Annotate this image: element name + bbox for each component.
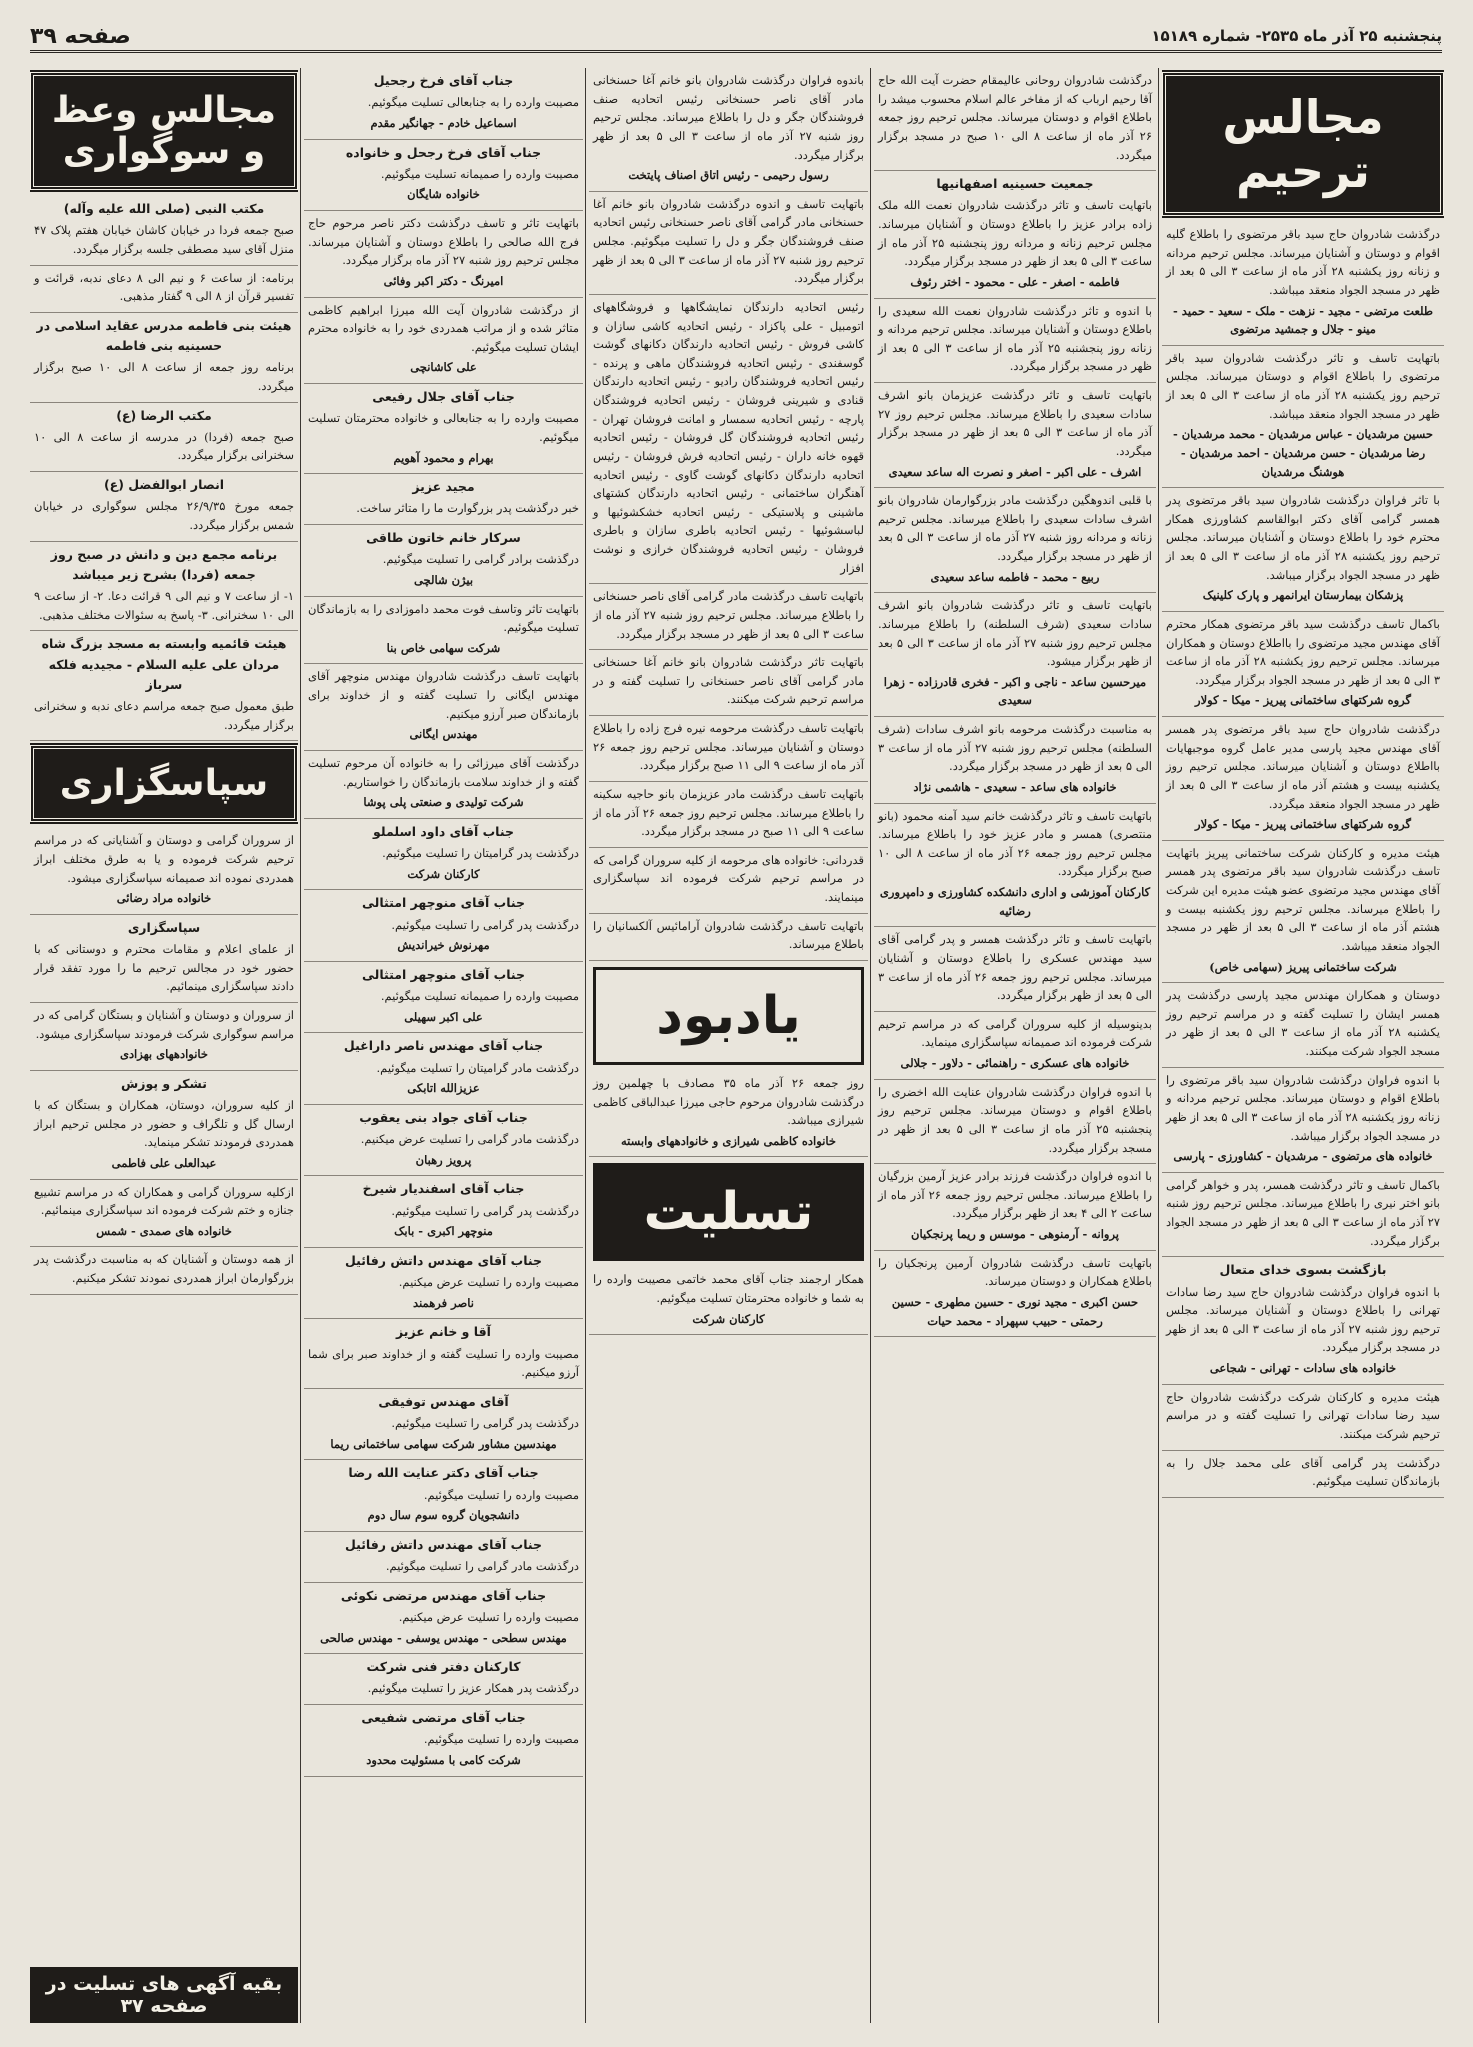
notice-title: هیئت قائمیه وابسته به مسجد بزرگ شاه مردان علی علیه السلام - مجیدیه فلکه سرباز <box>41 636 287 692</box>
column-memorials <box>1162 68 1444 2023</box>
notice-body: باتهایت تاسف درگذشت مرحومه نیره فرج زاده را باطلاع دوستان و آشنایان میرساند. مجلس ترحیم روز جمعه ۲۶ آذر ماه از ساعت ۹ الی ۱۱ صبح برگزار میگردد. <box>593 721 864 773</box>
column-rule <box>300 68 301 2023</box>
notice <box>874 171 1156 298</box>
notice-body: روز جمعه ۲۶ آذر ماه ۳۵ مصادف با چهلمین روز درگذشت شادروان مرحوم حاجی میرزا عبدالباقی کاظمی شیرازی میباشد. <box>593 1075 864 1128</box>
notice <box>874 1080 1156 1165</box>
notice-signature: ربیع - محمد - فاطمه ساعد سعیدی <box>930 569 1100 584</box>
notice-signature: اشرف - علی اکبر - اصغر و نصرت اله ساعد سعیدی <box>888 464 1142 479</box>
notice-body: باندوه فراوان درگذشت شادروان بانو خانم آغا حسنخانی مادر آقای ناصر حسنخانی رئیس اتحادیه صنف فروشندگان جگر و دل را باطلاع میرساند. مجلس ترحیم روز شنبه ۲۷ آذر ماه از ساعت ۳ الی ۵ بعد از ظهر برگزار میگردد. <box>593 73 864 162</box>
column-notices-2 <box>874 68 1156 2023</box>
notice-body: باتهایت تاسف و تاثر درگذشت شادروان نعمت الله ملک زاده برادر عزیز را باطلاع دوستان و آشنایان میرساند. مجلس ترحیم زنانه و مردانه روز پنجشنبه ۲۵ آذر ماه از ساعت ۳ الی ۵ بعد از ظهر در مسجد برگزار میگردد. <box>878 198 1153 269</box>
notice-body: درگذشت پدر گرامی را تسلیت میگوئیم. <box>391 1416 579 1430</box>
notice <box>304 1583 583 1655</box>
notice-body: درگذشت مادر گرامی را تسلیت میگوئیم. <box>385 1559 579 1573</box>
notice-title: مجید عزیز <box>412 479 475 495</box>
notice-title: کارکنان دفتر فنی شرکت <box>366 1659 521 1675</box>
notice-body: مصیبت وارده را تسلیت گفته و از خداوند صبر برای شما آرزو میکنیم. <box>308 1346 579 1380</box>
notice <box>1162 1257 1444 1384</box>
notice <box>304 1654 583 1705</box>
notice-signature: مهندس ایگانی <box>409 727 478 742</box>
notice-body: با اندوه و تاثر درگذشت شادروان نعمت الله سعیدی را باطلاع دوستان و آشنایان میرساند. مجلس ترحیم مردانه و زنانه روز پنجشنبه ۲۵ آذر ماه از ساعت ۳ الی ۵ بعد از ظهر در مسجد برگزار میگردد. <box>878 303 1152 374</box>
notice <box>304 1033 583 1105</box>
notice-title: جمعیت حسینیه اصفهانیها <box>936 176 1094 192</box>
notice <box>304 1705 583 1777</box>
notice-signature: فاطمه - اصغر - علی - محمود - اختر رئوف <box>910 274 1120 289</box>
notice-body: از سروران و دوستان و آشنایان و بستگان گرامی که در مراسم سوگواری شرکت فرمودند سپاسگزاری میشود. <box>34 1007 294 1041</box>
notice <box>874 1251 1156 1338</box>
notice <box>1162 346 1444 488</box>
notice-body: ازکلیه سروران گرامی و همکاران که در مراسم تشییع جنازه و ختم شرکت فرموده اند سپاسگزاری مینمائیم. <box>34 1184 294 1218</box>
column-condolences <box>304 68 583 2023</box>
notice-signature: شرکت کامی با مسئولیت محدود <box>366 1752 521 1767</box>
notice-body: درگذشت مادر گرامیتان را تسلیت میگوئیم. <box>376 1060 579 1075</box>
notice-body: درگذشت پدر گرامی آقای علی محمد جلال را به بازماندگان تسلیت میگوئیم. <box>1166 1455 1440 1489</box>
notice-body: باتهایت تاثر و تاسف درگذشت دکتر ناصر مرحوم حاج فرج الله صالحی را باطلاع دوستان و آشنایان میرساند. مجلس ترحیم روز شنبه ۲۷ آذر ماه برگزار میگردد. <box>308 216 579 268</box>
notice-body: دوستان و همکاران مهندس مجید پارسی درگذشت پدر همسر ایشان را تسلیت گفته و در مراسم ترحیم روز یکشنبه ۲۸ آذر ماه از ساعت ۳ الی ۵ بعد از ظهر در مسجد الجواد شرکت میکنند. <box>1166 988 1440 1058</box>
notice <box>30 472 298 542</box>
notice <box>874 804 1156 928</box>
notice-body: باتهایت تاثر وتاسف فوت محمد داموزادی را به بازماندگان تسلیت میگوئیم. <box>307 601 579 635</box>
notice <box>304 384 583 474</box>
notice-body: درگذشت پدر همکار عزیز را تسلیت میگوئیم. <box>367 1681 579 1696</box>
notice-body: باتهایت تاسف درگذشت شادروان آرمین پرنجکیان را باطلاع همکاران و دوستان میرساند. <box>878 1255 1152 1289</box>
notice-body: از کلیه سروران، دوستان، همکاران و بستگان که با ارسال گل و تلگراف و حضور در مجلس ترحیم ابراز همدردی فرمودند تشکر مینماید. <box>34 1098 294 1150</box>
notice <box>874 488 1156 593</box>
notice-title: جناب آقای فرخ رجحیل <box>373 73 514 88</box>
notice <box>1162 1385 1444 1451</box>
notice-title: جناب آقای جواد بنی یعقوب <box>359 1109 528 1125</box>
notice <box>874 299 1156 384</box>
notice-body: باکمال تاسف و تاثر درگذشت همسر، پدر و خواهر گرامی بانو اختر نیری را باطلاع میرساند. مجلس ترحیم روز شنبه ۲۷ آذر ماه از ساعت ۳ الی ۵ بعد از ظهر در مسجد الجواد برگزار میگردد. <box>1166 1177 1440 1248</box>
notice-signature: اسماعیل خادم - جهانگیر مقدم <box>370 115 517 130</box>
notice-body: باتهایت تاسف و تاثر درگذشت همسر و پدر گرامی آقای سید مهندس عسکری را باطلاع دوستان و آشنایان میرساند. مجلس ترحیم روز جمعه ۲۶ آذر ماه از ساعت ۳ الی ۵ بعد از ظهر برگزار میگردد. <box>878 932 1152 1003</box>
notice-title: برنامه مجمع دین و دانش در صبح روز جمعه (فردا) بشرح زیر میباشد <box>50 546 278 582</box>
notice-body: درگذشت پدر گرامی را تسلیت میگوئیم. <box>391 1203 579 1218</box>
notice-body: باتهایت تاثر درگذشت شادروان بانو خانم آغا حسنخانی مادر گرامی آقای ناصر حسنخانی را تسلیت گفته و در مراسم ترحیم شرکت میکنند. <box>593 655 864 707</box>
notice <box>304 819 583 891</box>
notice-body: درگذشت شادروان روحانی عالیمقام حضرت آیت الله حاج آقا رحیم ارباب که از مفاخر عالم اسلام محسوب میشد را باطلاع اقوام و دوستان میرساند. مجلس ترحیم روز جمعه ۲۶ آذر ماه از ساعت ۸ الی ۱۰ صبح در مسجد برگزار میگردد. <box>878 73 1152 162</box>
section-banner-thanks: سپاسگزاری <box>30 745 298 822</box>
notice-title: جناب آقای مهندس ناصر داراغیل <box>343 1038 544 1054</box>
notice-signature: رسول رحیمی - رئیس اتاق اصناف پایتخت <box>628 168 829 183</box>
notice <box>1162 1451 1444 1498</box>
notice <box>304 1460 583 1532</box>
notice-body: هیئت مدیره و کارکنان شرکت درگذشت شادروان حاج سید رضا سادات تهرانی را تسلیت گفته و در مراسم ترحیم شرکت میکنند. <box>1166 1389 1440 1441</box>
taslit-box: تسلیت <box>593 1163 864 1261</box>
column-notices-3 <box>589 68 868 2023</box>
notice-body: صبح جمعه فردا در خیابان کاشان خیابان هفتم پلاک ۴۷ منزل آقای سید مصطفی جلسه برگزار میگردد. <box>34 223 294 256</box>
notice <box>874 927 1156 1012</box>
notice <box>589 192 868 295</box>
notice-body: مصیبت وارده را تسلیت عرض میکنیم. <box>398 1275 579 1289</box>
notice-body: باتهایت تاسف و تاثر درگذشت شادروان سید باقر مرتضوی را باطلاع اقوام و دوستان میرساند. مجلس ترحیم روز یکشنبه ۲۸ آذر ماه از ساعت ۳ الی ۵ بعد از ظهر در مسجد الجواد منعقد میباشد. <box>1166 350 1440 421</box>
notice <box>30 1247 298 1294</box>
column-rule <box>870 68 871 2023</box>
notice-body: مصیبت وارده را تسلیت عرض میکنیم. <box>398 1609 579 1624</box>
notice-body: از درگذشت شادروان آیت الله میرزا ابراهیم کاظمی متاثر شده و از مراتب همدردی خود را به خانواده محترم ایشان تسلیت میگوئیم. <box>308 302 579 354</box>
notice-body: باتهایت تاسف درگذشت مادر گرامی آقای ناصر حسنخانی را باطلاع میرساند. مجلس ترحیم روز شنبه ۲۷ آذر ماه از ساعت ۳ الی ۵ بعد از ظهر در مسجد برگزار میگردد. <box>593 589 864 641</box>
notice <box>589 782 868 848</box>
notice <box>30 313 298 403</box>
notice <box>1162 488 1444 612</box>
yadbood-notice <box>589 1071 868 1158</box>
notice-signature: گروه شرکتهای ساختمانی پیریز - میکا - کولار <box>1195 693 1411 708</box>
notice-signature: شرکت ساختمانی پیریز (سهامی خاص) <box>1209 959 1397 974</box>
continued-footer: بقیه آگهی های تسلیت در صفحه ۳۷ <box>30 1967 298 2023</box>
notice-signature: عزیزالله اتابکی <box>407 1081 480 1096</box>
notice <box>589 848 868 914</box>
notice-title: هیئت بنی فاطمه مدرس عقاید اسلامی در حسینیه بنی فاطمه <box>36 317 292 353</box>
notice-signature: خانواده های ساعد - سعیدی - هاشمی نژاد <box>913 779 1117 794</box>
notice-body: باتهایت تاسف و تاثر درگذشت شادروان بانو اشرف سادات سعیدی (شرف السلطنه) را باطلاع میرساند. مجلس ترحیم روز شنبه ۲۷ آذر ماه از ساعت ۳ الی ۵ بعد از ظهر برگزار میشود. <box>878 598 1152 669</box>
notice-signature: طلعت مرتضی - مجید - نزهت - ملک - سعید - حمید - مینو - جلال و جمشید مرتضوی <box>1173 303 1433 337</box>
notice-list <box>589 68 868 961</box>
notice-body: قدردانی: خانواده های مرحومه از کلیه سروران گرامی که در مراسم ترحیم شرکت فرموده اند سپاسگزاری مینمایند. <box>593 852 864 904</box>
notice-title: تشکر و پوزش <box>121 1075 207 1091</box>
notice <box>304 474 583 525</box>
notice-body: ۱- از ساعت ۷ و نیم الی ۹ قرائت دعا. ۲- از ساعت ۹ الی ۱۰ سخنرانی. ۳- پاسخ به سئوالات مختلف مذهبی. <box>34 589 294 622</box>
notice-signature: عبدالعلی علی فاطمی <box>111 1155 217 1170</box>
notice-signature: علی کاشانچی <box>410 360 477 375</box>
notice-body: با اندوه فراوان درگذشت فرزند برادر عزیز آرمین بزرگیان را باطلاع میرساند. مجلس ترحیم روز جمعه ۲۶ آذر ماه از ساعت ۲ الی ۴ بعد از ظهر برگزار میگردد. <box>878 1169 1152 1221</box>
notice <box>304 211 583 298</box>
notice-signature: کارکنان آموزشی و اداری دانشکده کشاورزی و دامپروری رضائیه <box>879 885 1151 918</box>
notice-title: جناب آقای مهندس داتش رفائیل <box>344 1252 543 1268</box>
notice <box>304 1176 583 1248</box>
notice-signature: خانواده های سادات - تهرانی - شجاعی <box>1209 1361 1397 1375</box>
notice-body: درگذشت شادروان حاج سید باقر مرتضوی را باطلاع گلیه اقوام و دوستان و آشنایان میرساند. مجلس ترحیم مردانه و زنانه روز یکشنبه ۲۸ آذر ماه از ساعت ۳ الی ۵ بعد از ظهر در مسجد الجواد منعقد میباشد. <box>1166 227 1440 297</box>
notice-body: باتهایت تاسف درگذشت شادروان مهندس منوچهر آقای مهندس ایگانی را تسلیت گفته و از خداوند برای بازماندگان صبر آرزو میکنیم. <box>308 669 579 721</box>
notice-signature: خانواده شایگان <box>407 187 480 202</box>
notice-signature: خانوادههای بهزادی <box>119 1047 209 1062</box>
section-banner-sermons: مجالس وعظ و سوگواری <box>30 72 298 190</box>
notice-body: با قلبی اندوهگین درگذشت مادر بزرگوارمان شادروان بانو اشرف سادات سعیدی را باطلاع میرساند. مجلس ترحیم زنانه و مردانه روز شنبه ۲۷ آذر ماه از ساعت ۳ الی ۵ بعد از ظهر در مسجد برگزار میگردد. <box>878 493 1152 563</box>
notice <box>30 1071 298 1180</box>
notice <box>304 525 583 597</box>
notice <box>304 68 583 140</box>
notice-signature: دانشجویان گروه سوم سال دوم <box>367 1508 520 1523</box>
notice-body: طبق معمول صبح جمعه مراسم دعای ندبه و سخنرانی برگزار میگردد. <box>34 699 294 732</box>
notice <box>304 1105 583 1177</box>
notice-body: از همه دوستان و آشنایان که به مناسبت درگذشت پدر بزرگوارمان ابراز همدردی نمودند تشکر میکنیم. <box>34 1252 294 1285</box>
notice-signature: علی اکبر سهیلی <box>404 1009 483 1024</box>
notice <box>874 383 1156 488</box>
notice-title: جناب آقای داود اسلملو <box>373 823 514 839</box>
notice-body: مصیبت وارده را صمیمانه تسلیت میگوئیم. <box>380 989 579 1003</box>
notice <box>589 295 868 584</box>
notice <box>874 717 1156 804</box>
notice-signature: ناصر فرهمند <box>413 1295 474 1310</box>
notice <box>30 542 298 632</box>
notice-body: مصیبت وارده را تسلیت میگوئیم. <box>423 1732 579 1747</box>
notice-body: هیئت مدیره و کارکنان شرکت ساختمانی پیریز باتهایت تاسف درگذشت شادروان سید باقر مرتضوی پدر همسر آقای مهندس مجید مرتضوی عضو هیئت مدیره این شرکت را باطلاع میرساند. مجلس ترحیم روز یکشنبه بیست و هشتم آذر ماه از ساعت ۳ الی ۵ بعد از ظهر در مسجد الجواد منعقد میباشد. <box>1166 845 1440 953</box>
notice-list <box>30 828 298 1294</box>
notice <box>874 1164 1156 1251</box>
notice-title: جناب آقای اسفندیار شیرخ <box>362 1181 525 1197</box>
notice <box>30 196 298 266</box>
notice <box>1162 841 1444 983</box>
notice <box>30 403 298 473</box>
notice-body: باتهایت تاسف درگذشت شادروان آرامائیس آلکسانیان را باطلاع میرساند. <box>593 918 864 952</box>
notice <box>304 140 583 212</box>
notice <box>304 751 583 819</box>
notice-body: درگذشت پدر گرامیتان را تسلیت میگوئیم. <box>382 846 579 860</box>
notice <box>1162 983 1444 1068</box>
notice-title: جناب آقای مهندس داتش رفائیل <box>344 1536 543 1552</box>
notice-signature: منوچهر اکبری - بابک <box>394 1224 493 1239</box>
notice-signature: میرحسین ساعد - ناجی و اکبر - فخری قادرزاده - زهرا سعیدی <box>883 674 1147 708</box>
notice <box>30 915 298 1003</box>
notice-body: مصیبت وارده را تسلیت میگوئیم. <box>423 1487 579 1502</box>
notice-body: با اندوه فراوان درگذشت شادروان سید باقر مرتضوی را باطلاع اقوام و دوستان میرساند. مجلس ترحیم مردانه و زنانه روز یکشنبه ۲۸ آذر ماه از ساعت ۳ الی ۵ بعد از ظهر در مسجد الجواد برگزار میباشد. <box>1166 1072 1440 1143</box>
date-line: پنجشنبه ۲۵ آذر ماه ۲۵۳۵- شماره ۱۵۱۸۹ <box>1151 27 1442 45</box>
notice <box>589 716 868 782</box>
notice-body: جمعه مورخ ۲۶/۹/۳۵ مجلس سوگواری در خیابان شمس برگزار میگردد. <box>34 499 295 532</box>
notice-body: باتهایت تاسف و اندوه درگذشت شادروان بانو خانم آغا حسنخانی مادر گرامی آقای ناصر حسنخانی رئیس اتحادیه صنف فروشندگان جگر و دل را تسلیت میگوئیم. مجلس ترحیم روز شنبه ۲۷ آذر ماه از ساعت ۳ الی ۵ بعد از ظهر برگزار میگردد. <box>593 196 864 286</box>
notice-title: جناب آقای جلال رفیعی <box>372 389 515 404</box>
notice-body: مصیبت وارده را به جنابعالی و خانواده محترمتان تسلیت میگوئیم. <box>308 411 579 444</box>
notice-signature: خانواده های صمدی - شمس <box>96 1223 232 1238</box>
notice-body: درگذشت شادروان حاج سید باقر مرتضوی پدر همسر آقای مهندس مجید پارسی مدیر عامل گروه موجبهایات بااطلاع دوستان و آشنایان میرساند. مجلس ترحیم روز یکشنبه بیست و هشتم آذر ماه از ساعت ۳ الی ۵ بعد از ظهر در مسجد الجواد منعقد میگردد. <box>1166 722 1440 811</box>
page-number: صفحه ۳۹ <box>30 23 131 49</box>
notice <box>30 631 298 741</box>
notice <box>304 890 583 962</box>
notice-signature: پزشکان بیمارستان ایرانمهر و پارک کلینیک <box>1202 588 1404 603</box>
notice-signature: بهرام و محمود آهویم <box>393 450 494 465</box>
notice-body: با اندوه فراوان درگذشت شادروان عنایت الله اخضری را باطلاع اقوام و دوستان میرساند. مجلس ترحیم روز پنجشنبه ۲۵ آذر ماه از ساعت ۳ الی ۵ بعد از ظهر در مسجد برگزار میگردد. <box>878 1084 1152 1155</box>
notice <box>30 1180 298 1248</box>
notice <box>304 1248 583 1320</box>
notice-body: با اندوه فراوان درگذشت شادروان حاج سید رضا سادات تهرانی را باطلاع دوستان و آشنایان میرساند. مجلس ترحیم روز شنبه ۲۷ آذر ماه از ساعت ۳ الی ۵ بعد از ظهر در مسجد برگزار میگردد. <box>1166 1284 1440 1355</box>
notice <box>1162 1068 1444 1173</box>
notice-signature: مهندسین مشاور شرکت سهامی ساختمانی ریما <box>330 1436 557 1451</box>
notice-body: درگذشت برادر گرامی را تسلیت میگوئیم. <box>382 552 579 567</box>
notice <box>589 584 868 650</box>
notice-list <box>304 68 583 1777</box>
notice-title: سپاسگزاری <box>127 919 201 935</box>
notice-signature: خانواده کاظمی شیرازی و خانوادههای وابسته <box>620 1133 837 1148</box>
notice <box>304 664 583 751</box>
notice-body: درگذشت مادر گرامی را تسلیت عرض میکنیم. <box>360 1132 579 1146</box>
notice <box>30 266 298 313</box>
notice-signature: بیژن شالچی <box>413 572 474 587</box>
notice-title: انصار ابوالفضل (ع) <box>103 477 225 492</box>
notice-body: از علمای اعلام و مقامات محترم و دوستانی که با حضور خود در مجالس ترحیم ما را مورد تفقد قرار دادند سپاسگزاری مینمائیم. <box>34 942 294 994</box>
notice <box>874 593 1156 717</box>
notice <box>589 914 868 961</box>
notice-body: خبر درگذشت پدر بزرگوارت ما را متاثر ساخت. <box>356 501 579 516</box>
notice <box>304 298 583 385</box>
notice-signature: کارکنان شرکت <box>692 1311 765 1326</box>
notice <box>304 1319 583 1389</box>
notice <box>304 1532 583 1583</box>
notice-signature: خانواده های مرتضوی - مرشدیان - کشاورزی - پارسی <box>1173 1149 1433 1164</box>
notice-list <box>1162 222 1444 1498</box>
notice-signature: حسن اکبری - مجید نوری - حسین مطهری - حسین رحمتی - حبیب سپهراد - محمد حیات <box>891 1294 1139 1328</box>
notice-body: باتهایت تاسف و تاثر درگذشت خانم سید آمنه محمود (بانو منتصری) همسر و مادر عزیز خود را باطلاع میرساند. مجلس ترحیم روز جمعه ۲۶ آذر ماه از ساعت ۸ الی ۱۰ صبح برگزار میگردد. <box>878 808 1152 879</box>
notice-title: جناب آقای منوچهر امتثالی <box>361 895 526 911</box>
notice <box>589 650 868 716</box>
notice-body: به مناسبت درگذشت مرحومه بانو اشرف سادات (شرف السلطنه) مجلس ترحیم روز شنبه ۲۷ آذر ماه از ساعت ۳ الی ۵ بعد از ظهر در مسجد برگزار میگردد. <box>878 722 1152 774</box>
notice-body: همکار ارجمند جناب آقای محمد خاتمی مصیبت وارده را به شما و خانواده محترمتان تسلیت میگوئیم. <box>593 1272 864 1305</box>
notice-title: جناب آقای فرخ رجحل و خانواده <box>345 144 542 160</box>
notice-title: جناب آقای منوچهر امتثالی <box>361 966 526 982</box>
notice-body: صبح جمعه (فردا) در مدرسه از ساعت ۸ الی ۱۰ سخنرانی برگزار میگردد. <box>34 429 294 463</box>
taslit-notice <box>589 1267 868 1335</box>
column-sermons <box>30 68 298 2023</box>
notice-title: سرکار خانم خاتون طاقی <box>366 530 521 545</box>
notice <box>304 597 583 665</box>
notice-body: برنامه: از ساعت ۶ و نیم الی ۸ دعای ندبه، قرائت و تفسیر قرآن از ۸ الی ۹ گفتار مذهبی. <box>34 270 294 304</box>
section-banner-memorials: مجالس ترحیم <box>1162 72 1444 216</box>
notice-signature: پروانه - آرمنوهی - موسس و ریما پرنجکیان <box>911 1227 1119 1241</box>
page-header <box>30 22 1442 53</box>
notice-body: باکمال تاسف درگذشت سید باقر مرتضوی همکار محترم آقای مهندس مجید مرتضوی را بااطلاع دوستان و همکاران میرساند. مجلس ترحیم روز یکشنبه ۲۸ آذر ماه از ساعت ۳ الی ۵ بعد از ظهر در مسجد الجواد برگزار میگردد. <box>1166 616 1440 687</box>
notice-signature: گروه شرکتهای ساختمانی پیریز - میکا - کولار <box>1195 817 1411 832</box>
notice-body: با تاثر فراوان درگذشت شادروان سید باقر مرتضوی پدر همسر گرامی آقای دکتر ابوالقاسم کشاورزی همکار محترم خود را باطلاع دوستان و آشنایان میرساند. مجلس ترحیم روز یکشنبه ۲۸ آذر ماه از ساعت ۳ الی ۵ بعد از ظهر در مسجد الجواد برگزار میباشد. <box>1166 493 1440 582</box>
notice <box>1162 717 1444 841</box>
notice <box>874 68 1156 171</box>
notice-body: رئیس اتحادیه دارندگان نمایشگاهها و فروشگاههای اتومبیل - علی پاکزاد - رئیس اتحادیه کاشی سازان و کاشی فروش - رئیس اتحادیه دارندگان دکانهای گوشت گوسفندی - رئیس اتحادیه فروشندگان ماهی و پرنده - رئیس اتحادیه فروشندگان رادیو - رئیس اتحادیه دارندگان قنادی و شیرینی فروشان - رئیس اتحادیه فروشندگان پارچه - رئیس اتحادیه سمسار و امانت فروشان تهران - رئیس اتحادیه فروشندگان گل فروشان - رئیس اتحادیه قهوه خانه داران - رئیس اتحادیه فرش فروشان - رئیس اتحادیه دارندگان دکانهای گوشت گاوی - رئیس اتحادیه آهنگران ساختمانی - رئیس اتحادیه دارندگان کشتهای ماشینی و پلاستیکی - رئیس اتحادیه خشکشوئیها و لباسشوئیها - رئیس اتحادیه باطری سازان و باطری فروشان - رئیس اتحادیه فروشندگان خرازی و نوشت افزار <box>593 299 864 575</box>
notice-body: بدینوسیله از کلیه سروران گرامی که در مراسم ترحیم شرکت فرموده اند صمیمانه سپاسگزاری مینماید. <box>878 1016 1152 1050</box>
notice-body: از سروران گرامی و دوستان و آشنایانی که در مراسم ترحیم شرکت فرموده و یا به طرق مختلف ابراز همدردی نموده اند صمیمانه سپاسگزاری میشود. <box>34 833 294 885</box>
notice-signature: خانواده های عسکری - راهنمائی - دلاور - جلالی <box>900 1056 1130 1070</box>
notice-signature: شرکت سهامی خاص بنا <box>386 640 501 655</box>
yadbood-box: یادبود <box>593 967 864 1065</box>
notice-signature: خانواده مراد رضائی <box>116 891 212 906</box>
notice-signature: حسین مرشدیان - عباس مرشدیان - محمد مرشدیان - رضا مرشدیان - حسن مرشدیان - احمد مرشدیان - هوشنگ مرشدیان <box>1172 427 1434 479</box>
notice <box>1162 1173 1444 1258</box>
notice-body: مصیبت وارده را به جنابعالی تسلیت میگوئیم. <box>367 95 579 110</box>
notice-list <box>874 68 1156 1337</box>
notice <box>30 828 298 915</box>
notice-body: درگذشت پدر گرامی را تسلیت میگوئیم. <box>391 917 579 932</box>
notice-signature: شرکت تولیدی و صنعتی پلی پوشا <box>363 795 524 810</box>
notice-signature: امیرنگ - دکتر اکبر وفائی <box>383 273 504 288</box>
notice-title: آقای مهندس توفیقی <box>378 1393 509 1409</box>
notice <box>1162 612 1444 717</box>
notice-body: مصیبت وارده را صمیمانه تسلیت میگوئیم. <box>380 166 579 181</box>
notice-title: آقا و خانم عزیز <box>396 1324 491 1340</box>
notice-signature: مهرنوش خیراندیش <box>397 938 490 953</box>
notice-title: جناب آقای مرتضی شفیعی <box>361 1710 526 1725</box>
notice <box>874 1012 1156 1080</box>
notice-body: برنامه روز جمعه از ساعت ۸ الی ۱۰ صبح برگزار میگردد. <box>34 360 294 393</box>
notice-title: مکتب النبی (صلی الله علیه وآله) <box>63 201 265 216</box>
notice-signature: مهندس سطحی - مهندس یوسفی - مهندس صالحی <box>320 1630 567 1645</box>
notice-title: جناب آقای دکتر عنایت الله رضا <box>348 1465 539 1481</box>
notice <box>589 68 868 192</box>
notice-list <box>30 196 298 741</box>
notice <box>304 1389 583 1461</box>
column-rule <box>1158 68 1159 2023</box>
column-rule <box>585 68 586 2023</box>
notice-title: بازگشت بسوی خدای متعال <box>1219 1262 1387 1278</box>
notice <box>1162 222 1444 346</box>
notice-signature: کارکنان شرکت <box>407 866 480 881</box>
notice <box>304 962 583 1034</box>
notice-signature: پرویز رهبان <box>415 1152 472 1167</box>
notice-body: باتهایت تاسف درگذشت مادر عزیزمان بانو حاجیه سکینه را باطلاع میرساند. مجلس ترحیم روز جمعه ۲۶ آذر ماه از ساعت ۹ الی ۱۱ صبح در مسجد برگزار میگردد. <box>593 786 864 839</box>
notice-title: جناب آقای مهندس مرتضی نکوئی <box>340 1587 547 1603</box>
notice-body: باتهایت تاسف و تاثر درگذشت عزیزمان بانو اشرف سادات سعیدی را باطلاع میرساند. مجلس ترحیم روز ۲۷ آذر ماه از ساعت ۳ الی ۵ بعد از ظهر در مسجد برگزار میگردد. <box>878 388 1152 458</box>
notice-body: درگذشت آقای میرزائی را به خانواده آن مرحوم تسلیت گفته و از خداوند سلامت بازماندگان را خواستاریم. <box>308 755 579 789</box>
notice-title: مکتب الرضا (ع) <box>116 407 212 423</box>
notice <box>30 1003 298 1071</box>
